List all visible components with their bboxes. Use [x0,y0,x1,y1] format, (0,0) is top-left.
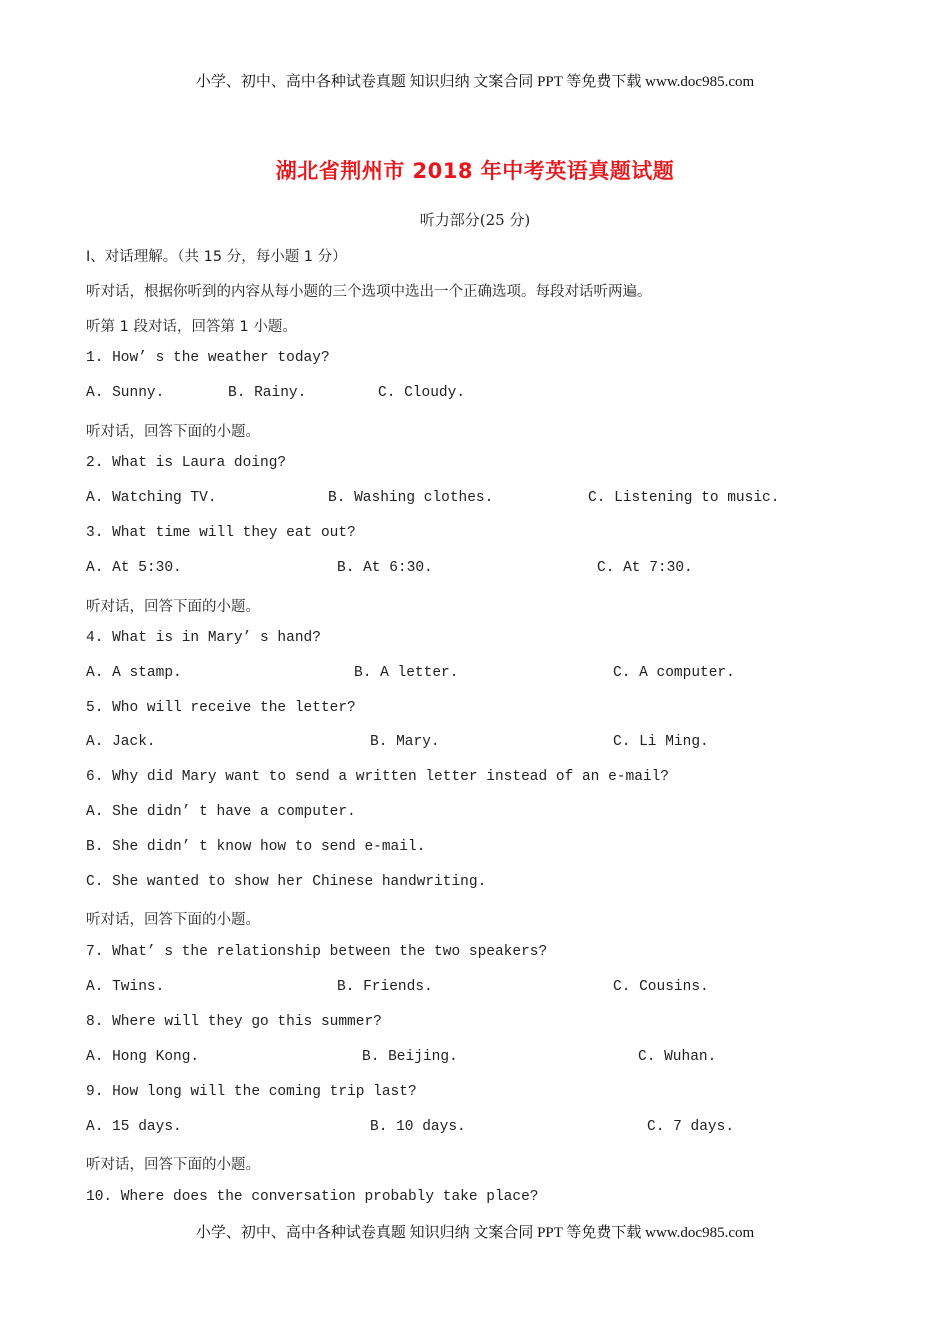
instruction-text: 听对话，根据你听到的内容从每小题的三个选项中选出一个正确选项。每段对话听两遍。 [86,284,652,300]
question-3: 3. What time will they eat out? [86,525,356,541]
dialogue-prompt: 听对话，回答下面的小题。 [86,912,260,928]
q4-option-a: A. A stamp. [86,665,182,681]
question-9: 9. How long will the coming trip last? [86,1084,417,1100]
q1-option-a: A. Sunny. [86,385,165,401]
q8-option-c: C. Wuhan. [638,1049,717,1065]
q5-option-c: C. Li Ming. [613,734,709,750]
question-10: 10. Where does the conversation probably take place? [86,1189,539,1205]
q4-option-b: B. A letter. [354,665,459,681]
page-footer-watermark: 小学、初中、高中各种试卷真题 知识归纳 文案合同 PPT 等免费下载 www.doc985.com [195,1225,755,1241]
q7-option-a: A. Twins. [86,979,165,995]
q9-option-c: C. 7 days. [647,1119,735,1135]
dialogue-intro: 听第 1 段对话，回答第 1 小题。 [86,319,297,335]
document-title: 湖北省荆州市 2018 年中考英语真题试题 [275,159,675,183]
q2-option-a: A. Watching TV. [86,490,217,506]
section-subtitle: 听力部分(25 分) [419,211,531,229]
q5-option-a: A. Jack. [86,734,156,750]
q7-option-c: C. Cousins. [613,979,709,995]
q2-option-b: B. Washing clothes. [328,490,494,506]
q7-option-b: B. Friends. [337,979,433,995]
question-6: 6. Why did Mary want to send a written letter instead of an e-mail? [86,769,669,785]
q4-option-c: C. A computer. [613,665,735,681]
section-heading: I、对话理解。（共 15 分，每小题 1 分） [86,249,347,265]
q9-option-b: B. 10 days. [370,1119,466,1135]
q6-option-b: B. She didn’ t know how to send e-mail. [86,839,426,855]
q2-option-c: C. Listening to music. [588,490,780,506]
q3-option-a: A. At 5:30. [86,560,182,576]
q6-option-c: C. She wanted to show her Chinese handwriting. [86,874,487,890]
q9-option-a: A. 15 days. [86,1119,182,1135]
q8-option-b: B. Beijing. [362,1049,458,1065]
q3-option-c: C. At 7:30. [597,560,693,576]
q5-option-b: B. Mary. [370,734,440,750]
dialogue-prompt: 听对话，回答下面的小题。 [86,424,260,440]
q3-option-b: B. At 6:30. [337,560,433,576]
question-7: 7. What’ s the relationship between the two speakers? [86,944,548,960]
q1-option-c: C. Cloudy. [378,385,466,401]
q8-option-a: A. Hong Kong. [86,1049,200,1065]
dialogue-prompt: 听对话，回答下面的小题。 [86,599,260,615]
page-header-watermark: 小学、初中、高中各种试卷真题 知识归纳 文案合同 PPT 等免费下载 www.doc985.com [195,74,755,90]
dialogue-prompt: 听对话，回答下面的小题。 [86,1157,260,1173]
question-4: 4. What is in Mary’ s hand? [86,630,321,646]
q6-option-a: A. She didn’ t have a computer. [86,804,356,820]
question-2: 2. What is Laura doing? [86,455,287,471]
question-8: 8. Where will they go this summer? [86,1014,382,1030]
q1-option-b: B. Rainy. [228,385,307,401]
question-5: 5. Who will receive the letter? [86,700,356,716]
question-1: 1. How’ s the weather today? [86,350,330,366]
